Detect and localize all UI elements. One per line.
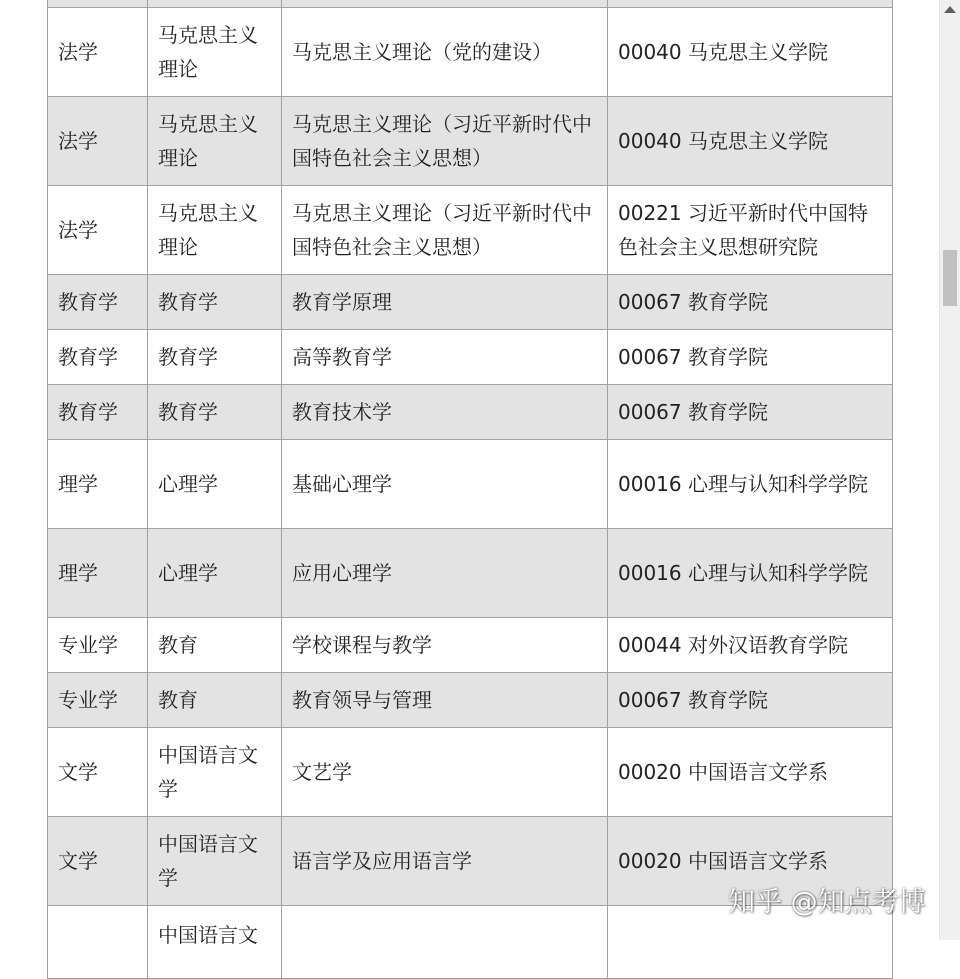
- cell-direction: 马克思主义理论（习近平新时代中国特色社会主义思想）: [282, 97, 608, 186]
- cell-school: 00020 中国语言文学系: [608, 728, 893, 817]
- cell-discipline: 教育学: [48, 385, 148, 440]
- cell-direction: 教育领导与管理: [282, 673, 608, 728]
- cell-direction: 基础心理学: [282, 440, 608, 529]
- cell-school: 00067 教育学院: [608, 330, 893, 385]
- cell-major: [148, 0, 282, 8]
- cell-discipline: 法学: [48, 8, 148, 97]
- cell-direction: [282, 0, 608, 8]
- table-row: [48, 673, 893, 728]
- cell-school: 00067 教育学院: [608, 275, 893, 330]
- cell-school: 00067 教育学院: [608, 673, 893, 728]
- cell-discipline: 专业学: [48, 618, 148, 673]
- cell-school: 00040 马克思主义学院: [608, 97, 893, 186]
- cell-school: 00016 心理与认知科学学院: [608, 440, 893, 529]
- cell-discipline: 教育学: [48, 275, 148, 330]
- cell-direction: 高等教育学: [282, 330, 608, 385]
- cell-major: 教育: [148, 618, 282, 673]
- cell-major: 心理学: [148, 529, 282, 618]
- cell-school: 00221 习近平新时代中国特色社会主义思想研究院: [608, 186, 893, 275]
- cell-major: 教育学: [148, 385, 282, 440]
- cell-major: 教育学: [148, 275, 282, 330]
- cell-major: 马克思主义理论: [148, 186, 282, 275]
- cell-direction: [282, 906, 608, 979]
- table-row: [48, 275, 893, 330]
- cell-major: 中国语言文: [148, 906, 282, 979]
- table-row: [48, 97, 893, 186]
- program-table-container: [47, 0, 892, 979]
- cell-school: 00067 教育学院: [608, 385, 893, 440]
- cell-direction: 语言学及应用语言学: [282, 817, 608, 906]
- vertical-scrollbar[interactable]: [939, 0, 960, 940]
- table-row: [48, 0, 893, 8]
- watermark: 知乎 @知点考博: [728, 887, 926, 918]
- cell-major: 教育: [148, 673, 282, 728]
- cell-discipline: 理学: [48, 529, 148, 618]
- cell-discipline: 法学: [48, 97, 148, 186]
- scrollbar-thumb[interactable]: [943, 250, 957, 306]
- cell-discipline: 专业学: [48, 673, 148, 728]
- cell-major: 教育学: [148, 330, 282, 385]
- table-row: [48, 8, 893, 97]
- scroll-up-arrow-icon[interactable]: [944, 6, 956, 13]
- table-row: [48, 728, 893, 817]
- table-row: [48, 385, 893, 440]
- cell-school: 00016 心理与认知科学学院: [608, 529, 893, 618]
- table-row: [48, 618, 893, 673]
- table-row: [48, 330, 893, 385]
- cell-school: 00040 马克思主义学院: [608, 8, 893, 97]
- cell-major: 中国语言文学: [148, 817, 282, 906]
- cell-school: 00020 中国语言文学系: [608, 817, 893, 906]
- cell-discipline: 教育学: [48, 330, 148, 385]
- cell-major: 中国语言文学: [148, 728, 282, 817]
- table-row: [48, 440, 893, 529]
- cell-direction: 教育技术学: [282, 385, 608, 440]
- cell-direction: 马克思主义理论（党的建设）: [282, 8, 608, 97]
- cell-discipline: [48, 0, 148, 8]
- cell-major: 马克思主义理论: [148, 8, 282, 97]
- cell-direction: 教育学原理: [282, 275, 608, 330]
- cell-major: 心理学: [148, 440, 282, 529]
- cell-discipline: 文学: [48, 817, 148, 906]
- cell-discipline: 理学: [48, 440, 148, 529]
- cell-direction: 文艺学: [282, 728, 608, 817]
- table-row: [48, 529, 893, 618]
- cell-direction: 马克思主义理论（习近平新时代中国特色社会主义思想）: [282, 186, 608, 275]
- program-table: [47, 0, 893, 979]
- cell-major: 马克思主义理论: [148, 97, 282, 186]
- table-row: [48, 186, 893, 275]
- cell-direction: 学校课程与教学: [282, 618, 608, 673]
- cell-direction: 应用心理学: [282, 529, 608, 618]
- cell-school: 00044 对外汉语教育学院: [608, 618, 893, 673]
- cell-discipline: 文学: [48, 728, 148, 817]
- cell-discipline: 法学: [48, 186, 148, 275]
- cell-discipline: [48, 906, 148, 979]
- cell-school: [608, 0, 893, 8]
